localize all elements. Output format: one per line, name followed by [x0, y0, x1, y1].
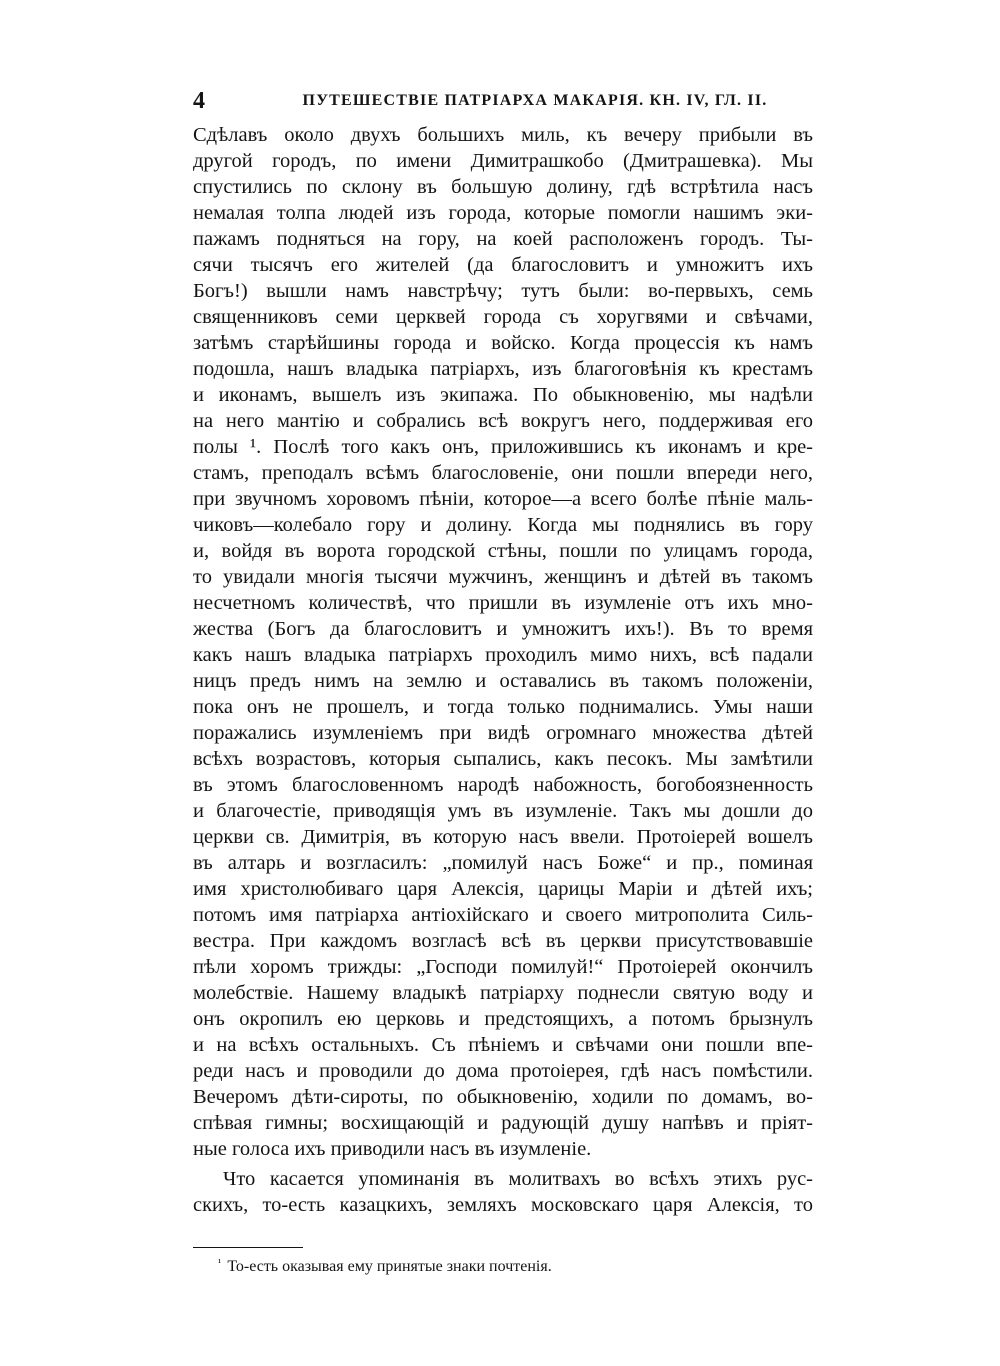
- text-line: Что касается упоминанія въ молитвахъ во всѣхъ этихъ рус-: [223, 1168, 813, 1190]
- text-line: и благочестіе, приводящія умъ въ изумленіе. Такъ мы дошли до: [193, 800, 813, 822]
- text-line: сячи тысячъ его жителей (да благословитъ и умножитъ ихъ: [193, 254, 813, 276]
- footnote-marker: ¹: [218, 1257, 222, 1269]
- text-line: вестра. При каждомъ возгласѣ всѣ въ церкви присутствовавшіе: [193, 930, 813, 952]
- text-line: всѣхъ возрастовъ, которыя сыпались, какъ песокъ. Мы замѣтили: [193, 748, 813, 770]
- page-header: [193, 86, 813, 116]
- text-line: реди насъ и проводили до дома протоіерея, гдѣ насъ помѣстили.: [193, 1060, 813, 1082]
- text-line: въ алтарь и возгласилъ: „помилуй насъ Боже“ и пр., поминая: [193, 852, 813, 874]
- text-line: полы ¹. Послѣ того какъ онъ, приложившись къ иконамъ и кре-: [193, 436, 813, 458]
- text-line: чиковъ—колебало гору и долину. Когда мы поднялись въ гору: [193, 514, 813, 536]
- text-line: при звучномъ хоровомъ пѣніи, которое—а всего болѣе пѣніе маль-: [193, 488, 813, 510]
- text-line: и, войдя въ ворота городской стѣны, пошли по улицамъ города,: [193, 540, 813, 562]
- footnote-rule: [193, 1247, 303, 1248]
- text-line: поражались изумленіемъ при видѣ огромнаго множества дѣтей: [193, 722, 813, 744]
- text-line: Богъ!) вышли намъ навстрѣчу; тутъ были: во-первыхъ, семь: [193, 280, 813, 302]
- text-line: то увидали многія тысячи мужчинъ, женщинъ и дѣтей въ такомъ: [193, 566, 813, 588]
- text-line: Сдѣлавъ около двухъ большихъ миль, къ вечеру прибыли въ: [193, 124, 813, 146]
- text-line: пока онъ не прошелъ, и тогда только поднимались. Умы наши: [193, 696, 813, 718]
- text-line: онъ окропилъ ею церковь и предстоящихъ, а потомъ брызнулъ: [193, 1008, 813, 1030]
- text-line: скихъ, то-есть казацкихъ, земляхъ московскаго царя Алексія, то: [193, 1194, 813, 1216]
- text-line: другой городъ, по имени Димитрашкобо (Дмитрашевка). Мы: [193, 150, 813, 172]
- text-line: молебствіе. Нашему владыкѣ патріарху поднесли святую воду и: [193, 982, 813, 1004]
- text-line: стамъ, преподалъ всѣмъ благословеніе, они пошли впереди него,: [193, 462, 813, 484]
- body-text: [193, 122, 813, 1218]
- text-line: въ этомъ благословенномъ народѣ набожность, богобоязненность: [193, 774, 813, 796]
- text-line: церкви св. Димитрія, въ которую насъ ввели. Протоіерей вошелъ: [193, 826, 813, 848]
- text-line: немалая толпа людей изъ города, которые помогли нашимъ эки-: [193, 202, 813, 224]
- text-line: и иконамъ, вышелъ изъ экипажа. По обыкновенію, мы надѣли: [193, 384, 813, 406]
- footnote: [218, 1252, 778, 1278]
- text-line: несчетномъ количествѣ, что пришли въ изумленіе отъ ихъ мно-: [193, 592, 813, 614]
- text-line: подошла, нашъ владыка патріархъ, изъ благоговѣнія къ крестамъ: [193, 358, 813, 380]
- running-title: ПУТЕШЕСТВІЕ ПАТРІАРХА МАКАРІЯ. КН. IV, ГЛ. II.: [302, 92, 768, 109]
- text-line: пѣли хоромъ трижды: „Господи помилуй!“ Протоіерей окончилъ: [193, 956, 813, 978]
- text-line: священниковъ семи церквей города съ хоругвями и свѣчами,: [193, 306, 813, 328]
- text-line: какъ нашъ владыка патріархъ проходилъ мимо нихъ, всѣ падали: [193, 644, 813, 666]
- text-line: ные голоса ихъ приводили насъ въ изумленіе.: [193, 1138, 592, 1160]
- footnote-text: То-есть оказывая ему принятые знаки почтенія.: [227, 1258, 552, 1275]
- text-line: на него мантію и собрались всѣ вокругъ него, поддерживая его: [193, 410, 813, 432]
- text-line: и на всѣхъ остальныхъ. Съ пѣніемъ и свѣчами они пошли впе-: [193, 1034, 813, 1056]
- text-line: жества (Богъ да благословитъ и умножитъ ихъ!). Въ то время: [193, 618, 813, 640]
- text-line: пажамъ подняться на гору, на коей расположенъ городъ. Ты-: [193, 228, 813, 250]
- text-line: Вечеромъ дѣти-сироты, по обыкновенію, ходили по домамъ, во-: [193, 1086, 813, 1108]
- text-line: имя христолюбиваго царя Алексія, царицы Маріи и дѣтей ихъ;: [193, 878, 813, 900]
- text-line: потомъ имя патріарха антіохійскаго и своего митрополита Силь-: [193, 904, 813, 926]
- page-number: 4: [193, 88, 205, 114]
- text-line: ницъ предъ нимъ на землю и оставались въ такомъ положеніи,: [193, 670, 813, 692]
- text-line: затѣмъ старѣйшины города и войско. Когда процессія къ намъ: [193, 332, 813, 354]
- text-line: спустились по склону въ большую долину, гдѣ встрѣтила насъ: [193, 176, 813, 198]
- text-line: спѣвая гимны; восхищающій и радующій душу напѣвъ и пріят-: [193, 1112, 813, 1134]
